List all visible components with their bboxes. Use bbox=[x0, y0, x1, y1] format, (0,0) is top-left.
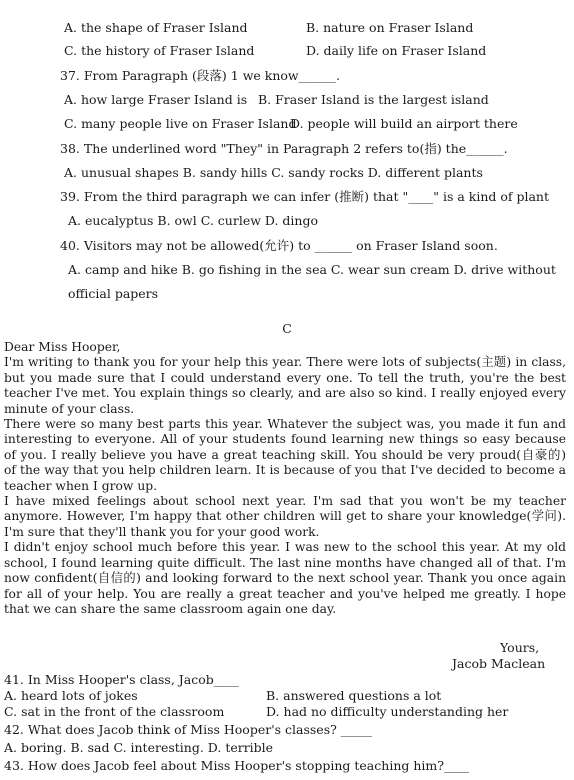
letter-paragraph-2: There were so many best parts this year. Whatever the subject was, you made it fun and interesting to everyone. All of your students found learning new things so easy because of you. I really believe you have a great teaching skill. You should be very proud(自豪的) of the way that you help children learn. It is because of you that I've decided to become a teacher when I grow up. bbox=[4, 417, 566, 493]
q40-options-line1: A. camp and hike B. go fishing in the sea C. wear sun cream D. drive without bbox=[68, 262, 556, 277]
letter-paragraph-1: I'm writing to thank you for your help this year. There were lots of subjects(主题) in class, but you made sure that I could understand every one. To tell the truth, you're the best teacher I've met. You explain things so clearly, and are also so kind. I really enjoyed every minute of your class. bbox=[4, 355, 566, 416]
q39-options: A. eucalyptus B. owl C. curlew D. dingo bbox=[68, 213, 318, 228]
q41-option-a: A. heard lots of jokes bbox=[4, 688, 138, 703]
q43-stem: 43. How does Jacob feel about Miss Hooper's stopping teaching him?____ bbox=[4, 758, 469, 773]
q37-stem: 37. From Paragraph (段落) 1 we know______. bbox=[60, 68, 341, 83]
q41-option-b: B. answered questions a lot bbox=[266, 688, 442, 703]
q40-options-line2: official papers bbox=[68, 286, 159, 301]
q41-option-d: D. had no difficulty understanding her bbox=[266, 704, 509, 719]
letter-greeting: Dear Miss Hooper, bbox=[4, 340, 121, 354]
letter-paragraph-3: I have mixed feelings about school next year. I'm sad that you won't be my teacher anymore. However, I'm happy that other children will get to share your knowledge(学问). I'm sure that they'll thank you for your good work. bbox=[4, 494, 566, 539]
q41-option-c: C. sat in the front of the classroom bbox=[4, 704, 225, 719]
q36-option-d: D. daily life on Fraser Island bbox=[306, 43, 487, 58]
q36-option-b: B. nature on Fraser Island bbox=[306, 20, 474, 35]
q42-stem: 42. What does Jacob think of Miss Hooper's classes? _____ bbox=[4, 722, 373, 737]
q37-option-c: C. many people live on Fraser Island bbox=[64, 116, 297, 131]
letter-closing: Yours, bbox=[500, 640, 540, 655]
letter-signature: Jacob Maclean bbox=[452, 656, 546, 671]
q41-stem: 41. In Miss Hooper's class, Jacob____ bbox=[4, 672, 239, 687]
letter-passage bbox=[4, 340, 566, 617]
q37-option-b: B. Fraser Island is the largest island bbox=[258, 92, 489, 107]
q42-options: A. boring. B. sad C. interesting. D. terrible bbox=[4, 740, 274, 755]
q40-stem: 40. Visitors may not be allowed(允许) to ______ on Fraser Island soon. bbox=[60, 238, 498, 253]
q37-option-d: D. people will build an airport there bbox=[290, 116, 518, 131]
q36-option-c: C. the history of Fraser Island bbox=[64, 43, 255, 58]
q38-options: A. unusual shapes B. sandy hills C. sandy rocks D. different plants bbox=[64, 165, 483, 180]
q38-stem: 38. The underlined word "They" in Paragraph 2 refers to(指) the______. bbox=[60, 141, 508, 156]
q39-stem: 39. From the third paragraph we can infer (推断) that "____" is a kind of plant bbox=[60, 189, 550, 204]
q37-option-a: A. how large Fraser Island is bbox=[64, 92, 248, 107]
section-letter: C bbox=[282, 321, 292, 336]
letter-paragraph-4: I didn't enjoy school much before this year. I was new to the school this year. At my old school, I found learning quite difficult. The last nine months have changed all of that. I'm now confident(自信的) and looking forward to the next school year. Thank you once again for all of your help. You are really a great teacher and you've helped me greatly. I hope that we can share the same classroom again one day. bbox=[4, 540, 566, 616]
q36-option-a: A. the shape of Fraser Island bbox=[64, 20, 248, 35]
